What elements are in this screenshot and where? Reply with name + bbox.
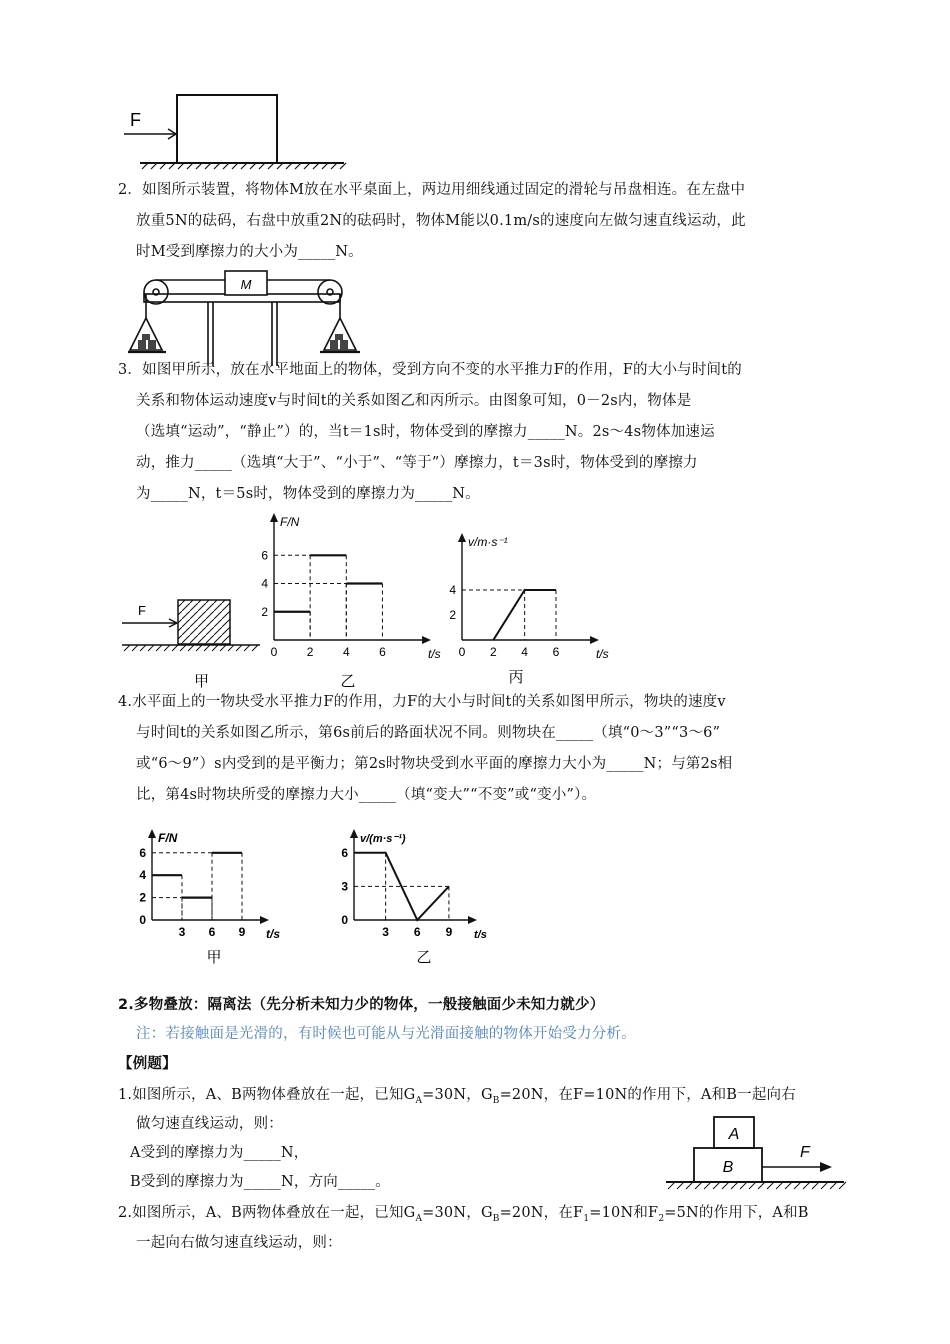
q4-chart-yi [330, 818, 500, 968]
section-2-heading: 2.多物叠放：隔离法（先分析未知力少的物体，一般接触面少未知力就少） [118, 997, 605, 1013]
q3-fig-jia [118, 595, 268, 690]
x-axis-arrow [422, 636, 431, 644]
q3-chart-yi [260, 510, 440, 692]
ex2-line-2: 一起向右做匀速直线运动，则： [136, 1235, 342, 1251]
y-axis-label: v/(m·s⁻¹) [360, 833, 406, 845]
x-axis-label: t/s [596, 647, 609, 661]
x-tick-label: 4 [342, 645, 350, 659]
ex1-line-1: 1.如图所示，A、B两物体叠放在一起，已知$G_A=30N$，$G_B=20N$，在F=10N的作用下，A和B一起向右 [118, 1087, 796, 1106]
ex1-stacked-blocks-figure [662, 1115, 847, 1197]
x-axis-arrow [468, 916, 477, 924]
block-m-label: M [240, 277, 252, 292]
y-axis-arrow [350, 829, 358, 838]
q3-force-label: F [138, 603, 146, 618]
ex1-line-2: 做匀速直线运动，则： [136, 1116, 283, 1132]
y-tick-label: 2 [139, 890, 146, 905]
top-block-figure [110, 86, 350, 168]
q3-chart-bing [450, 520, 615, 692]
q2-line-2: 放重5N的砝码，右盘中放重2N的砝码时，物体M能以0.1m/s的速度向左做匀速直线运动，此 [136, 213, 746, 229]
q3-line-1: 3．如图甲所示，放在水平地面上的物体，受到方向不变的水平推力F的作用，F的大小与时间t的 [118, 362, 742, 378]
y-tick-label: 3 [341, 879, 348, 894]
x-tick-label: 3 [178, 925, 186, 939]
y-tick-label: 0 [139, 913, 146, 927]
q3-fig-jia-caption: 甲 [194, 673, 210, 690]
x-axis-arrow [260, 916, 269, 924]
x-tick-label: 6 [413, 925, 421, 939]
x-tick-label: 6 [208, 925, 216, 939]
y-tick-label: 2 [261, 604, 268, 619]
force-label: F [130, 110, 141, 130]
ex1-line-4: B受到的摩擦力为_____N，方向_____。 [130, 1174, 390, 1190]
x-tick-label: 6 [379, 645, 386, 659]
section-2-note: 注：若接触面是光滑的，有时候也可能从与光滑面接触的物体开始受力分析。 [136, 1026, 636, 1042]
q4-chart-jia-caption: 甲 [206, 949, 222, 966]
ex1-label-f: F [800, 1144, 810, 1161]
q3-chart-bing-caption: 丙 [508, 669, 524, 686]
q4-chart-jia [130, 818, 290, 968]
x-tick-label: 4 [521, 645, 528, 659]
ex1-label-b: B [722, 1159, 734, 1176]
q2-line-3: 时M受到摩擦力的大小为_____N。 [136, 244, 363, 260]
x-tick-label: 2 [306, 645, 314, 659]
x-tick-label: 3 [382, 925, 389, 939]
x-axis-arrow [590, 636, 599, 644]
ex1-line-3: A受到的摩擦力为_____N， [130, 1145, 309, 1161]
x-tick-label: 0 [270, 645, 278, 659]
q3-chart-yi-caption: 乙 [340, 673, 356, 690]
q4-line-2: 与时间t的关系如图乙所示，第6s前后的路面状况不同。则物块在_____（填“0～3”“3～6” [136, 725, 721, 741]
y-tick-label: 6 [341, 845, 348, 860]
q3-line-5: 为_____N，t＝5s时，物体受到的摩擦力为_____N。 [136, 486, 480, 502]
pulley-apparatus-figure [128, 268, 358, 368]
q3-line-4: 动，推力_____（选填“大于”、“小于”、“等于”）摩擦力，t＝3s时，物体受到的摩擦力 [136, 455, 698, 471]
hatched-block [178, 600, 230, 644]
y-tick-label: 4 [139, 868, 146, 883]
x-tick-label: 6 [552, 645, 560, 659]
y-axis-arrow [148, 829, 156, 838]
x-axis-label: t/s [266, 927, 281, 941]
block [177, 95, 277, 163]
q2-line-1: 2．如图所示装置，将物体M放在水平桌面上，两边用细线通过固定的滑轮与吊盘相连。在左盘中 [118, 182, 746, 198]
q4-line-4: 比，第4s时物块所受的摩擦力大小_____（填“变大”“不变”或“变小”）。 [136, 787, 597, 803]
y-tick-label: 2 [449, 608, 456, 622]
y-tick-label: 6 [139, 845, 146, 860]
y-tick-label: 4 [261, 576, 268, 591]
ex2-line-1: 2.如图所示，A、B两物体叠放在一起，已知$G_A=30N$，$G_B=20N$，在$F_1=10N$和$F_2=5N$的作用下，A和B [118, 1205, 809, 1224]
x-tick-label: 9 [445, 925, 453, 939]
y-tick-label: 4 [449, 583, 456, 597]
x-axis-label: t/s [428, 647, 441, 661]
y-axis-arrow [270, 513, 278, 522]
x-tick-label: 0 [458, 645, 466, 659]
y-tick-label: 6 [261, 548, 268, 563]
right-pulley [318, 280, 342, 304]
y-axis-arrow [458, 533, 466, 542]
x-tick-label: 9 [238, 925, 246, 939]
q4-line-3: 或“6～9”）s内受到的是平衡力；第2s时物块受到水平面的摩擦力大小为_____N；与第2s相 [136, 756, 733, 772]
q3-line-2: 关系和物体运动速度v与时间t的关系如图乙和丙所示。由图象可知，0－2s内，物体是 [136, 393, 692, 409]
q4-chart-yi-caption: 乙 [416, 949, 432, 966]
ex1-label-a: A [728, 1126, 740, 1143]
x-tick-label: 2 [489, 645, 497, 659]
y-tick-label: 0 [341, 913, 348, 927]
x-axis-label: t/s [474, 929, 487, 941]
q4-line-1: 4.水平面上的一物块受水平推力F的作用，力F的大小与时间t的关系如图甲所示，物块的速度v [118, 694, 726, 710]
y-axis-label: F/N [280, 515, 300, 529]
example-label: 【例题】 [118, 1056, 177, 1072]
q3-line-3: （选填“运动”，“静止”）的，当t＝1s时，物体受到的摩擦力_____N。2s～4s物体加速运 [136, 424, 715, 440]
left-pulley [144, 280, 168, 304]
y-axis-label: v/m·s⁻¹ [468, 535, 508, 549]
y-axis-label: F/N [158, 831, 178, 845]
